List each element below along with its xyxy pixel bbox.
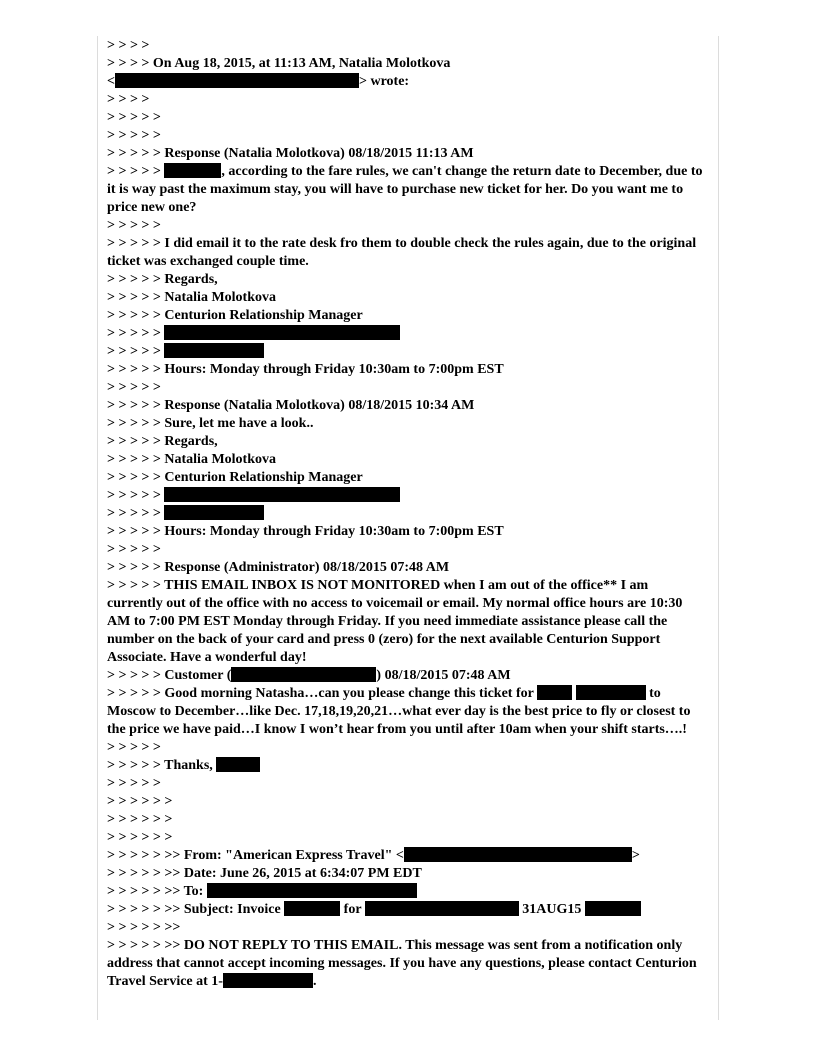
signature-line: > > > > > Centurion Relationship Manager (107, 308, 363, 323)
forward-to (107, 883, 707, 901)
text-segment: < (107, 74, 115, 89)
redaction-box (216, 757, 260, 772)
signature-line (107, 505, 707, 523)
quote-line: > > > > > >> (107, 920, 181, 935)
redaction-box (585, 901, 641, 916)
redaction-box (365, 901, 519, 916)
response-body (107, 163, 707, 217)
redaction-box (115, 73, 359, 88)
response-body: > > > > > THIS EMAIL INBOX IS NOT MONITORED when I am out of the office** I am currently out of the office with no access to voicemail or email. My normal office hours are 10:30 AM to 7:00 PM EST Monday through Friday. If you need immediate assistance please call the number on the back of your card and press 0 (zero) for the next available Centurion Support Associate. Have a wonderful day! (107, 578, 683, 665)
forward-date: > > > > > >> Date: June 26, 2015 at 6:34:07 PM EDT (107, 866, 422, 881)
redaction-box (164, 487, 400, 502)
text-segment: > (631, 848, 640, 863)
forward-body (107, 937, 707, 991)
signature-line: > > > > > Hours: Monday through Friday 10:30am to 7:00pm EST (107, 524, 504, 539)
redaction-box (576, 685, 646, 700)
text-segment: 31AUG15 (518, 902, 585, 917)
customer-signoff (107, 757, 707, 775)
text-segment: ) 08/18/2015 07:48 AM (376, 668, 511, 683)
response-body: > > > > > Sure, let me have a look.. (107, 416, 314, 431)
redaction-box (164, 505, 264, 520)
signature-line (107, 325, 707, 343)
text-segment: > > > > > (107, 506, 165, 521)
signature-line: > > > > > Hours: Monday through Friday 10:30am to 7:00pm EST (107, 362, 504, 377)
customer-message (107, 685, 707, 739)
response-header: > > > > > Response (Natalia Molotkova) 08/18/2015 10:34 AM (107, 398, 475, 413)
text-segment: . (312, 974, 317, 989)
quote-header-sender (107, 73, 707, 91)
forward-subject (107, 901, 707, 919)
quote-line: > > > > > (107, 380, 161, 395)
redaction-box (404, 847, 632, 862)
text-segment: > > > > > Customer ( (107, 668, 232, 683)
redaction-box (164, 325, 400, 340)
page-border-left (97, 36, 98, 1020)
signature-line (107, 343, 707, 361)
text-segment: > > > > > >> To: (107, 884, 207, 899)
redaction-box (223, 973, 313, 988)
quote-line: > > > > > (107, 128, 161, 143)
text-segment: > > > > > (107, 164, 165, 179)
text-segment: to Moscow to December…like Dec. 17,18,19,20,21…what ever day is the best price to fly or closest to the price we have paid…I know I won’t hear from you until after 10am when your shift starts….! (107, 686, 691, 737)
quote-line: > > > > > (107, 776, 161, 791)
signature-line: > > > > > Regards, (107, 272, 218, 287)
redaction-box (284, 901, 340, 916)
response-body: > > > > > I did email it to the rate desk fro them to double check the rules again, due to the original ticket was exchanged couple time. (107, 236, 697, 269)
quote-line: > > > > > > (107, 812, 173, 827)
quote-line: > > > > (107, 38, 150, 53)
forward-from (107, 847, 707, 865)
text-segment: for (340, 902, 365, 917)
signature-line: > > > > > Centurion Relationship Manager (107, 470, 363, 485)
redaction-box (164, 343, 264, 358)
redaction-box (207, 883, 417, 898)
customer-header (107, 667, 707, 685)
email-thread (107, 37, 707, 991)
response-header: > > > > > Response (Administrator) 08/18/2015 07:48 AM (107, 560, 450, 575)
text-segment: > > > > > >> DO NOT REPLY TO THIS EMAIL. This message was sent from a notification only address that cannot accept incoming messages. If you have any questions, please contact Centurion Travel Service at 1- (107, 938, 697, 989)
signature-line: > > > > > Natalia Molotkova (107, 452, 276, 467)
text-segment: > > > > > (107, 488, 165, 503)
redaction-box (164, 163, 221, 178)
quote-header: > > > > On Aug 18, 2015, at 11:13 AM, Natalia Molotkova (107, 56, 451, 71)
quote-line: > > > > > > (107, 794, 173, 809)
redaction-box (537, 685, 572, 700)
quote-line: > > > > > (107, 110, 161, 125)
quote-line: > > > > > > (107, 830, 173, 845)
quote-line: > > > > (107, 92, 150, 107)
text-segment: > > > > > Thanks, (107, 758, 217, 773)
signature-line: > > > > > Natalia Molotkova (107, 290, 276, 305)
quote-line: > > > > > (107, 218, 161, 233)
text-segment: > > > > > >> Subject: Invoice (107, 902, 285, 917)
quote-line: > > > > > (107, 740, 161, 755)
signature-line (107, 487, 707, 505)
text-segment: , according to the fare rules, we can't change the return date to December, due to it is way past the maximum stay, you will have to purchase new ticket for her. Do you want me to price new one? (107, 164, 703, 215)
text-segment: > > > > > (107, 344, 165, 359)
response-header: > > > > > Response (Natalia Molotkova) 08/18/2015 11:13 AM (107, 146, 474, 161)
text-segment: > > > > > (107, 326, 165, 341)
text-segment: > > > > > Good morning Natasha…can you please change this ticket for (107, 686, 538, 701)
redaction-box (231, 667, 376, 682)
text-segment: > wrote: (358, 74, 410, 89)
signature-line: > > > > > Regards, (107, 434, 218, 449)
quote-line: > > > > > (107, 542, 161, 557)
text-segment: > > > > > >> From: "American Express Travel" < (107, 848, 404, 863)
page-border-right (718, 36, 719, 1020)
